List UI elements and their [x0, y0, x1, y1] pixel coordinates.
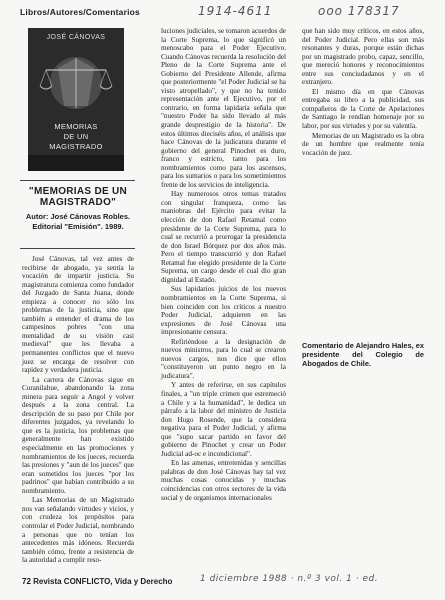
- paragraph: que han sido muy críticos, en estos años, del Poder Judicial. Pero ellas son más resonantes y duras, porque están dichas por un magistrado probo, capaz, sencillo, que mereció honores y reconocimientos entre sus conciudadanos y en el extranjero.: [302, 27, 424, 87]
- cover-title-line: MEMORIAS: [54, 122, 98, 131]
- cover-author: JOSÉ CÁNOVAS: [46, 34, 106, 41]
- cover-title-line: MAGISTRADO: [49, 142, 103, 151]
- cover-bottom-band: [28, 155, 124, 171]
- cover-title: [28, 122, 124, 152]
- text-column-3: [302, 27, 424, 157]
- paragraph: Las Memorias de un Magistrado nos van señalando virtudes y vicios, y con crudeza los propósitos para controlar el Poder Judicial, nombrando a personas que no tenían los antecedentes más idóneos. Recuerda también cómo, frente a resistencia de la autoridad a cumplir reso-: [22, 496, 134, 565]
- handwritten-record-id: ooo 178317: [318, 4, 400, 18]
- paragraph: Memorias de un Magistrado es la obra de un hombre que realmente tenía vocación de juez.: [302, 131, 424, 157]
- book-details: Autor: José Cánovas Robles. Editorial "Emisión". 1989.: [25, 212, 131, 231]
- paragraph: luciones judiciales, se tomaron acuerdos de la Corte Suprema, lo que significó un menoscabo para el Poder Ejecutivo. Cuando Cánovas recuerda la resolución del Pleno de la Corte Suprema ante el Gobierno del Presidente Allende, afirma que posteriormente "el Poder Judicial se ha visto atropellado", y que no ha tenido representación ante el Ejecutivo, por el contrario, en forma lapidaria señala que "nuestro Poder ha sido llevado al más grande desprestigio de la historia". De estos últimos dieciséis años, el análisis que hace Cánovas de la judicatura durante el gobierno del general Pinochet es duro, franco y estricto, tanto para los nombramientos como para los ascensos, para los sumarios o para los sometimientos frente de los servicios de inteligencia.: [161, 27, 286, 189]
- paragraph: En las amenas, entretenidas y sencillas palabras de don José Cánovas hay tal vez muchas cosas conocidas y muchas coincidencias con otros sectores de la vida social y de organismos internacionales: [161, 459, 286, 502]
- section-header: Libros/Autores/Comentarios: [20, 7, 140, 17]
- paragraph: Refiriéndose a la designación de nuevos ministros, para lo cual se crearon nuevos cargos, nos dice que ellos "constituyeron un punto negro en la judicatura".: [161, 337, 286, 380]
- reviewer-signature: Comentario de Alejandro Hales, ex presidente del Colegio de Abogados de Chile.: [302, 341, 424, 368]
- text-column-2: [161, 27, 286, 502]
- page-footer: 72 Revista CONFLICTO, Vida y Derecho: [22, 577, 173, 586]
- title-rule-top: [20, 180, 135, 181]
- text-column-1: [22, 255, 134, 565]
- book-cover: [28, 28, 124, 171]
- paragraph: Y antes de referirse, en sus capítulos finales, a "un triple crimen que estremeció a Chile y a la humanidad", le dedica un párrafo a la labor del ministro de Justicia don Hugo Rosende, que la considera negativa para el Poder Judicial, y afirma que "supo sacar partido en favor del gobierno de Pinochet y crear un Poder Judicial ad-oc e incondicional".: [161, 381, 286, 458]
- paragraph: José Cánovas, tal vez antes de recibirse de abogado, ya sentía la vocación de impartir justicia. Su magistratura comienza como fundador del Juzgado de Santa Juana, donde empieza a conocer no sólo los problemas de la justicia, sino que también a entender el drama de los campesinos pobres "con una mentalidad de su visión casi medieval" que les llevaba a permanentes conflictos que el nuevo juez se encarga de resolver con rapidez y verdadera justicia.: [22, 255, 134, 375]
- handwritten-catalog-number: 1914-4611: [198, 4, 273, 18]
- paragraph: Hay numerosos otros temas tratados con singular franqueza, como las maniobras del Ejército para evitar la elección de don Rafael Retamal como presidente de la Corte Suprema, para lo cual se recurrió a prorrogar la presidencia de don Israel Bórquez por dos años más. Pero el tiempo transcurrió y don Rafael Retamal fue elegido presidente de la Corte Suprema, un cargo desde el cual dio gran dignidad al Estado.: [161, 190, 286, 284]
- handwritten-date-note: 1 diciembre 1988 · n.º 3 vol. 1 · ed.: [200, 574, 379, 584]
- paragraph: El mismo día en que Cánovas entregaba su libro a la publicidad, sus compañeros de la Corte de Apelaciones de Santiago le rendían homenaje por su labor, por sus virtudes y por su valentía.: [302, 87, 424, 131]
- cover-title-line: DE UN: [63, 132, 89, 141]
- paragraph: La carrera de Cánovas sigue en Curanilahue, abandonando la zona minera para seguir a Angol y volver después a la zona central. La descripción de su paso por Chile por diferentes juzgados, ya revelando lo que es la justicia, los problemas que generalmente han existido especialmente en las promociones y nombramientos de los jueces, recuerda las presiones y "aun de los jueces" que eran sometidos los jueces "por los padrinos" que habían contribuido a su nombramiento.: [22, 375, 134, 495]
- paragraph: Sus lapidarios juicios de los nuevos nombramientos en la Corte Suprema, si bien coinciden con los críticos a nuestro Poder Judicial, adquieren en las expresiones de José Cánovas una impresionante censura.: [161, 285, 286, 337]
- article-title: "MEMORIAS DE UN MAGISTRADO": [28, 186, 128, 208]
- title-rule-bottom: [20, 248, 135, 249]
